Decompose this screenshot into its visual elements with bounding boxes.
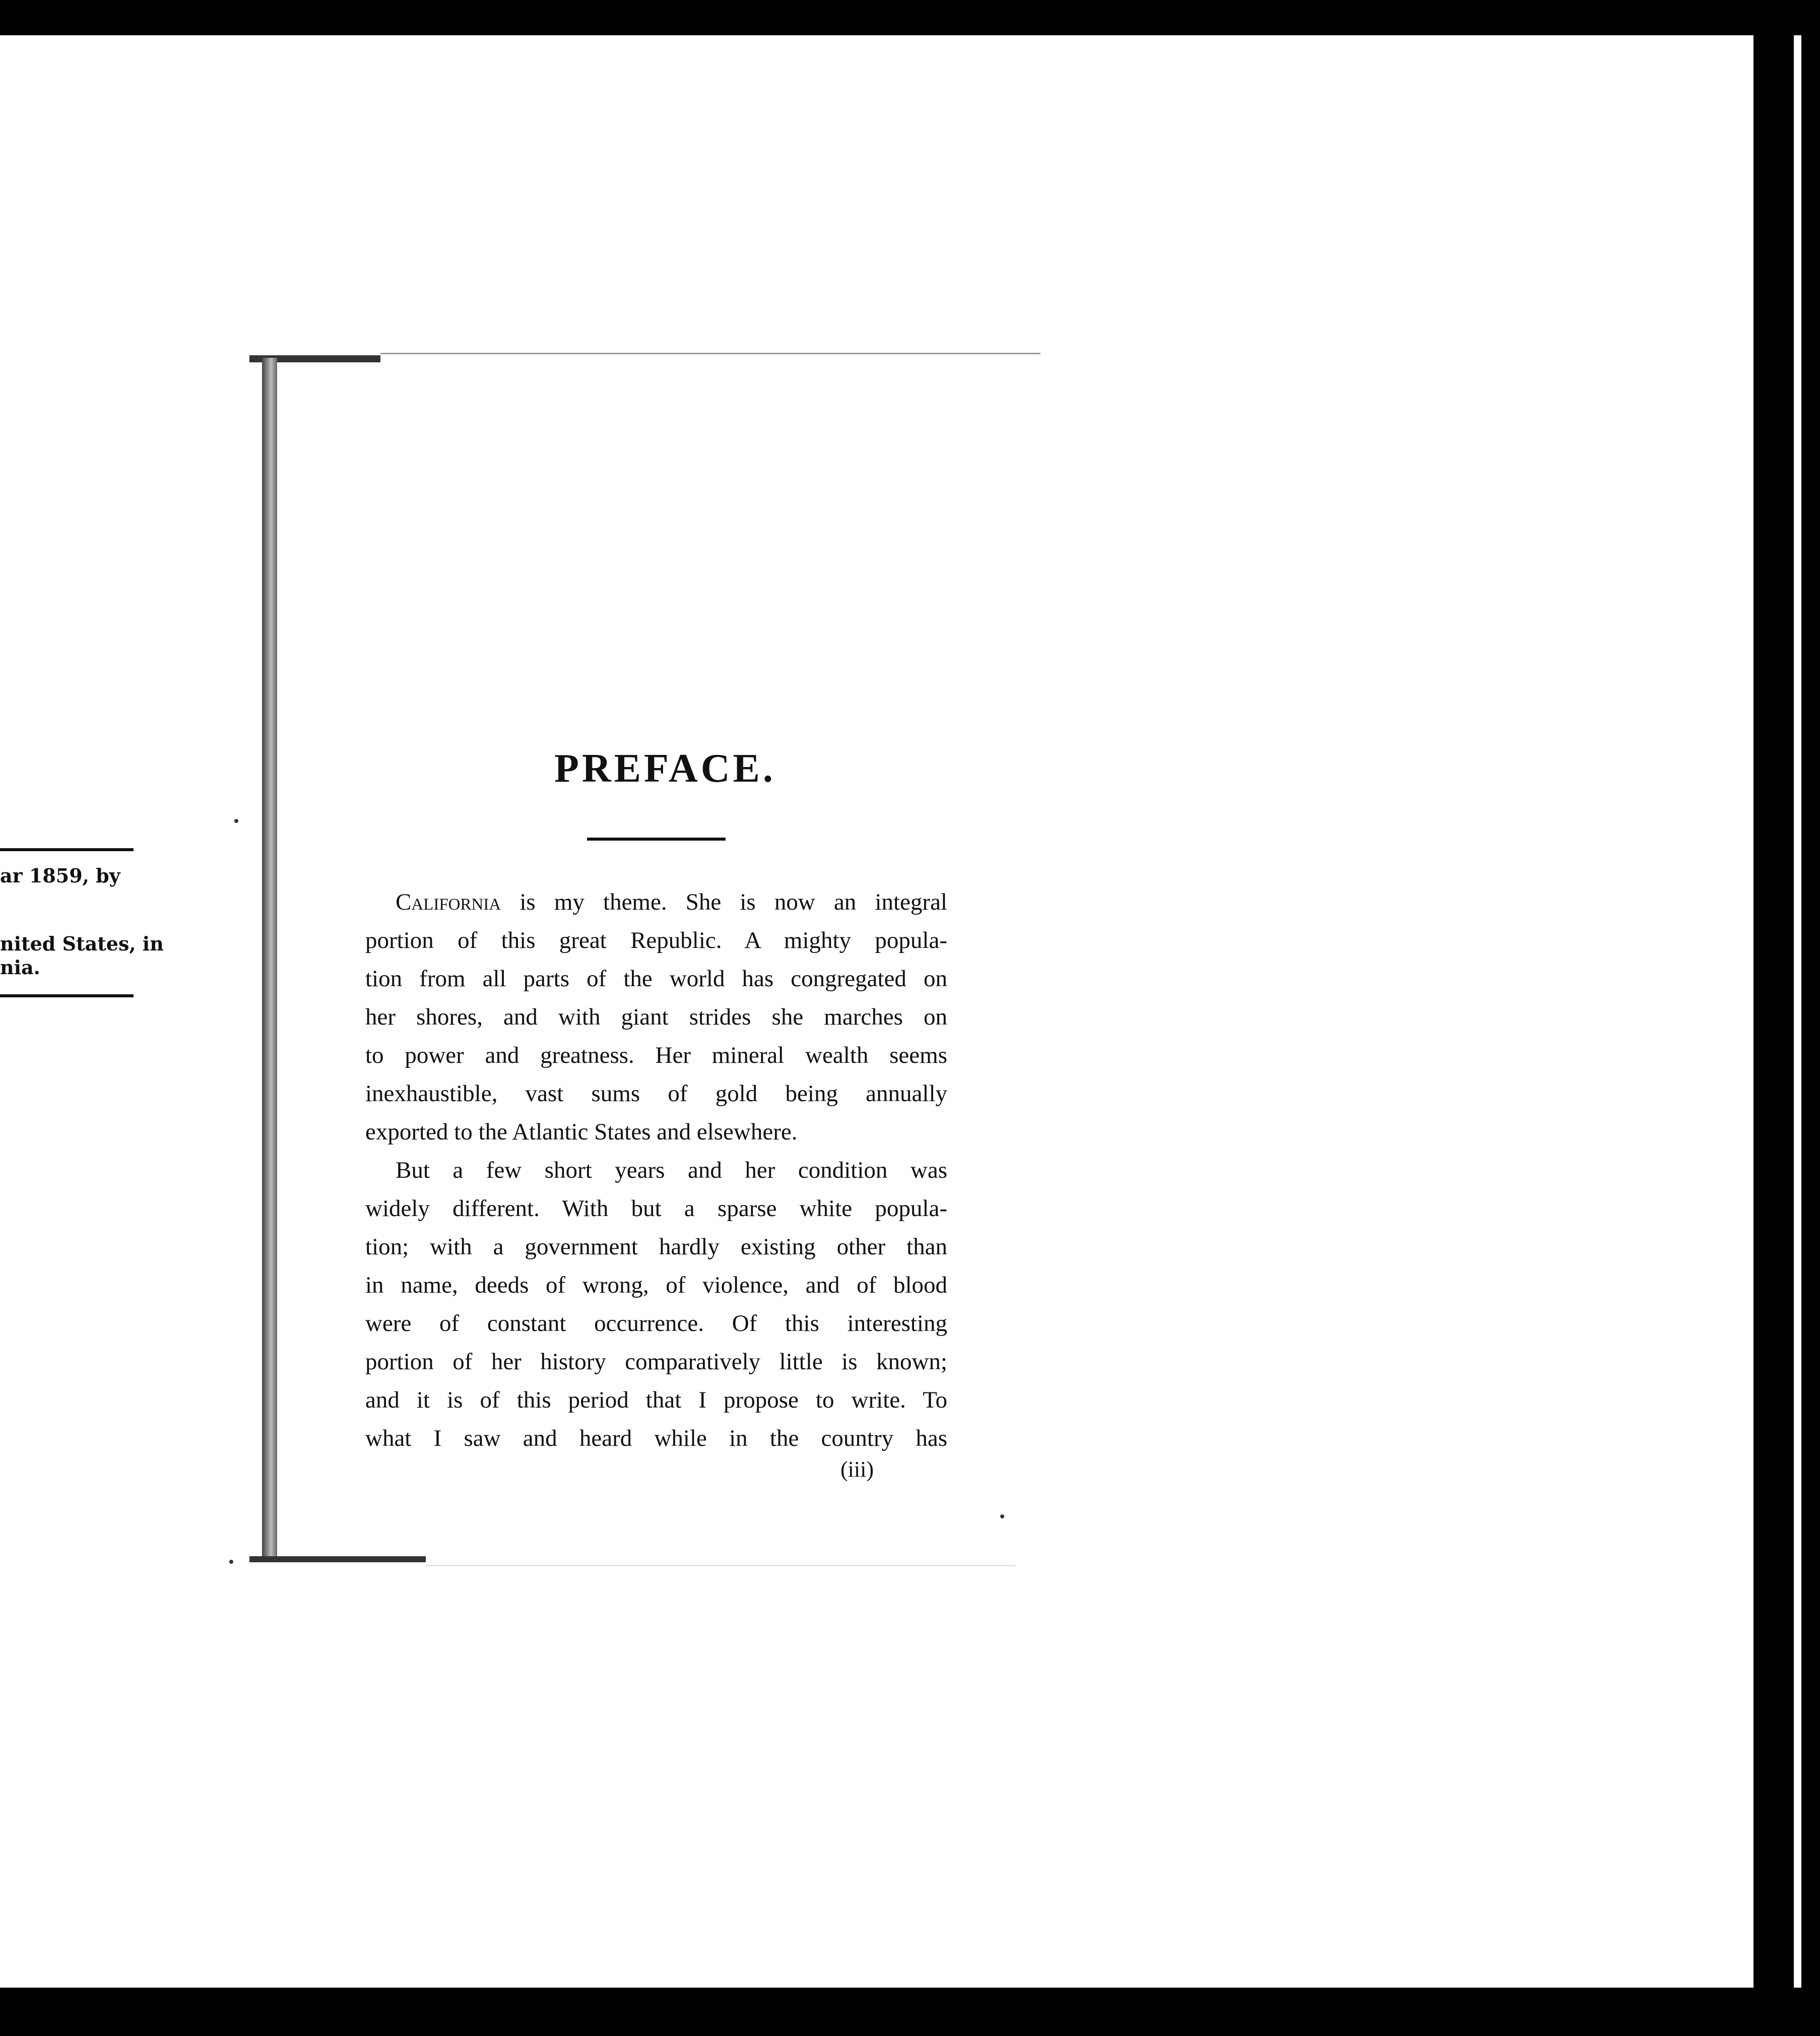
text-line: But a few short years and her condition was [396,1157,947,1183]
preface-body [365,883,947,1457]
facing-page-rule-top [0,848,134,851]
facing-page-line: nia. [0,956,40,979]
text-line: tion from all parts of the world has congregated on [365,966,947,992]
text-line: were of constant occurrence. Of this interesting [365,1310,947,1337]
title-rule [587,838,726,841]
facing-page-line: ar 1859, by [0,864,120,887]
scan-border-top [0,0,1820,35]
text-line: inexhaustible, vast sums of gold being annually [365,1080,947,1107]
text-line: portion of this great Republic. A mighty popula- [365,927,947,953]
scan-border-right-edge [1801,35,1820,1988]
scan-speck [1000,1514,1004,1518]
scan-border-bottom [0,1988,1820,2036]
scan-border-gap [1794,35,1801,1988]
page-number: (iii) [840,1457,874,1482]
facing-page-rule-bottom [0,994,134,997]
book-spine [262,358,277,1562]
page-top-edge [380,353,1041,354]
page-edge-bottom [249,1556,426,1562]
text-line: and it is of this period that I propose to write. To [365,1387,947,1413]
facing-page-line: nited States, in [0,932,164,955]
scan-border-right [1753,35,1794,1988]
text-line: to power and greatness. Her mineral wealth seems [365,1042,947,1068]
page-bottom-edge [426,1565,1015,1566]
text-line: what I saw and heard while in the country has [365,1425,947,1451]
text-line: in name, deeds of wrong, of violence, and of blood [365,1272,947,1298]
text-line: tion; with a government hardly existing other than [365,1234,947,1260]
text-line: exported to the Atlantic States and elsewhere. [365,1119,798,1145]
text-line: is my theme. She is now an integral [501,889,947,915]
text-line: portion of her history comparatively little is known; [365,1349,947,1375]
text-line: widely different. With but a sparse white popula- [365,1195,947,1222]
lead-word: California [396,889,501,915]
paragraph [365,883,947,921]
page-title: PREFACE. [554,746,776,791]
text-line: her shores, and with giant strides she marches on [365,1004,947,1030]
scan-speck [234,819,238,823]
scan-speck [229,1560,233,1564]
